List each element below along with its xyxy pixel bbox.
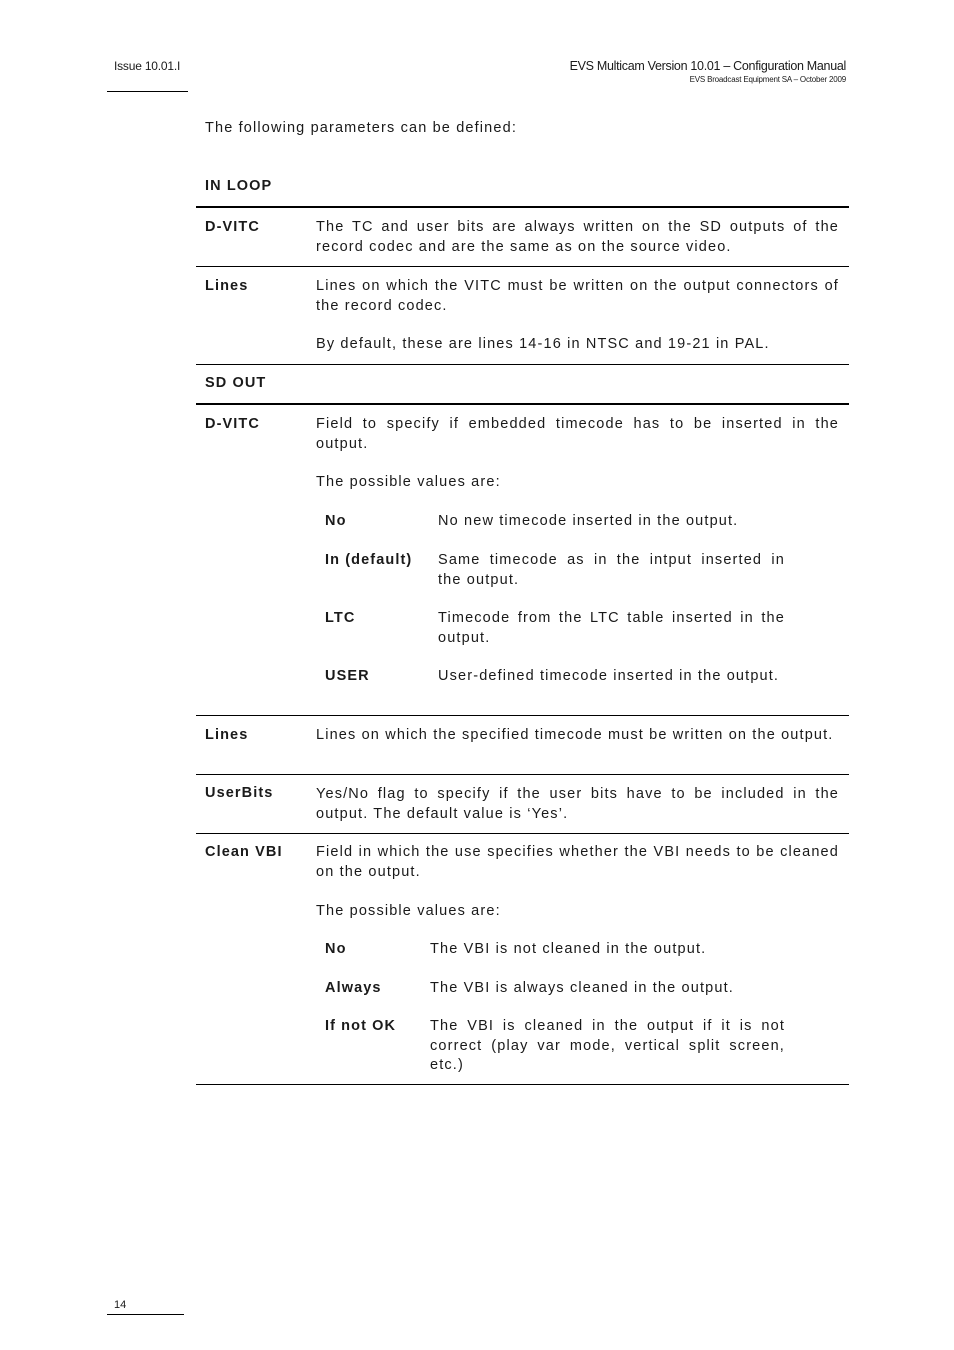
header-subtitle: EVS Broadcast Equipment SA – October 2009 [689, 75, 846, 84]
value-desc: User-defined timecode inserted in the output. [438, 668, 780, 684]
param-term-dvitc: D-VITC [205, 416, 260, 432]
value-term: No [325, 941, 347, 957]
param-term-lines: Lines [205, 278, 249, 294]
section-heading-in-loop: IN LOOP [205, 178, 273, 194]
param-term-userbits: UserBits [205, 785, 274, 801]
value-desc: The VBI is not cleaned in the output. [430, 941, 707, 957]
page-number: 14 [114, 1299, 127, 1311]
section-rule [196, 206, 849, 208]
intro-text: The following parameters can be defined: [205, 120, 517, 136]
value-term: Always [325, 980, 382, 996]
param-desc-lines: Lines on which the specified timecode must be written on the output. [316, 727, 834, 743]
param-desc-lines: Lines on which the VITC must be written on the output connectors of the record codec. [316, 278, 839, 314]
param-term-lines: Lines [205, 727, 249, 743]
footer-divider [107, 1314, 184, 1315]
table-bottom-rule [196, 1084, 849, 1085]
row-rule [196, 833, 849, 834]
possible-values-label: The possible values are: [316, 474, 501, 490]
value-desc: Timecode from the LTC table inserted in the output. [438, 610, 785, 646]
possible-values-label: The possible values are: [316, 903, 501, 919]
param-term-dvitc: D-VITC [205, 219, 260, 235]
row-rule [196, 364, 849, 365]
value-desc: No new timecode inserted in the output. [438, 513, 739, 529]
row-rule [196, 715, 849, 716]
value-term: If not OK [325, 1018, 397, 1034]
value-term: In (default) [325, 552, 413, 568]
param-desc-clean-vbi: Field in which the use specifies whether the VBI needs to be cleaned on the output. [316, 844, 839, 880]
param-desc-dvitc: The TC and user bits are always written on the SD outputs of the record codec and are the same as on the source video. [316, 219, 839, 255]
value-term: No [325, 513, 347, 529]
section-rule [196, 403, 849, 405]
param-desc-dvitc: Field to specify if embedded timecode has to be inserted in the output. [316, 416, 839, 452]
header-title: EVS Multicam Version 10.01 – Configuration Manual [569, 59, 846, 73]
value-desc: Same timecode as in the intput inserted in the output. [438, 552, 785, 588]
header-divider [107, 91, 188, 92]
value-term: LTC [325, 610, 356, 626]
row-rule [196, 266, 849, 267]
value-desc: The VBI is cleaned in the output if it is not correct (play var mode, vertical split screen, etc.) [430, 1018, 785, 1073]
header-issue: Issue 10.01.I [114, 59, 181, 73]
row-rule [196, 774, 849, 775]
value-desc: The VBI is always cleaned in the output. [430, 980, 734, 996]
param-desc-userbits: Yes/No flag to specify if the user bits have to be included in the output. The default value is ‘Yes’. [316, 786, 839, 822]
value-term: USER [325, 668, 370, 684]
param-desc-lines-default: By default, these are lines 14-16 in NTSC and 19-21 in PAL. [316, 336, 770, 352]
param-term-clean-vbi: Clean VBI [205, 844, 283, 860]
section-heading-sd-out: SD OUT [205, 375, 267, 391]
